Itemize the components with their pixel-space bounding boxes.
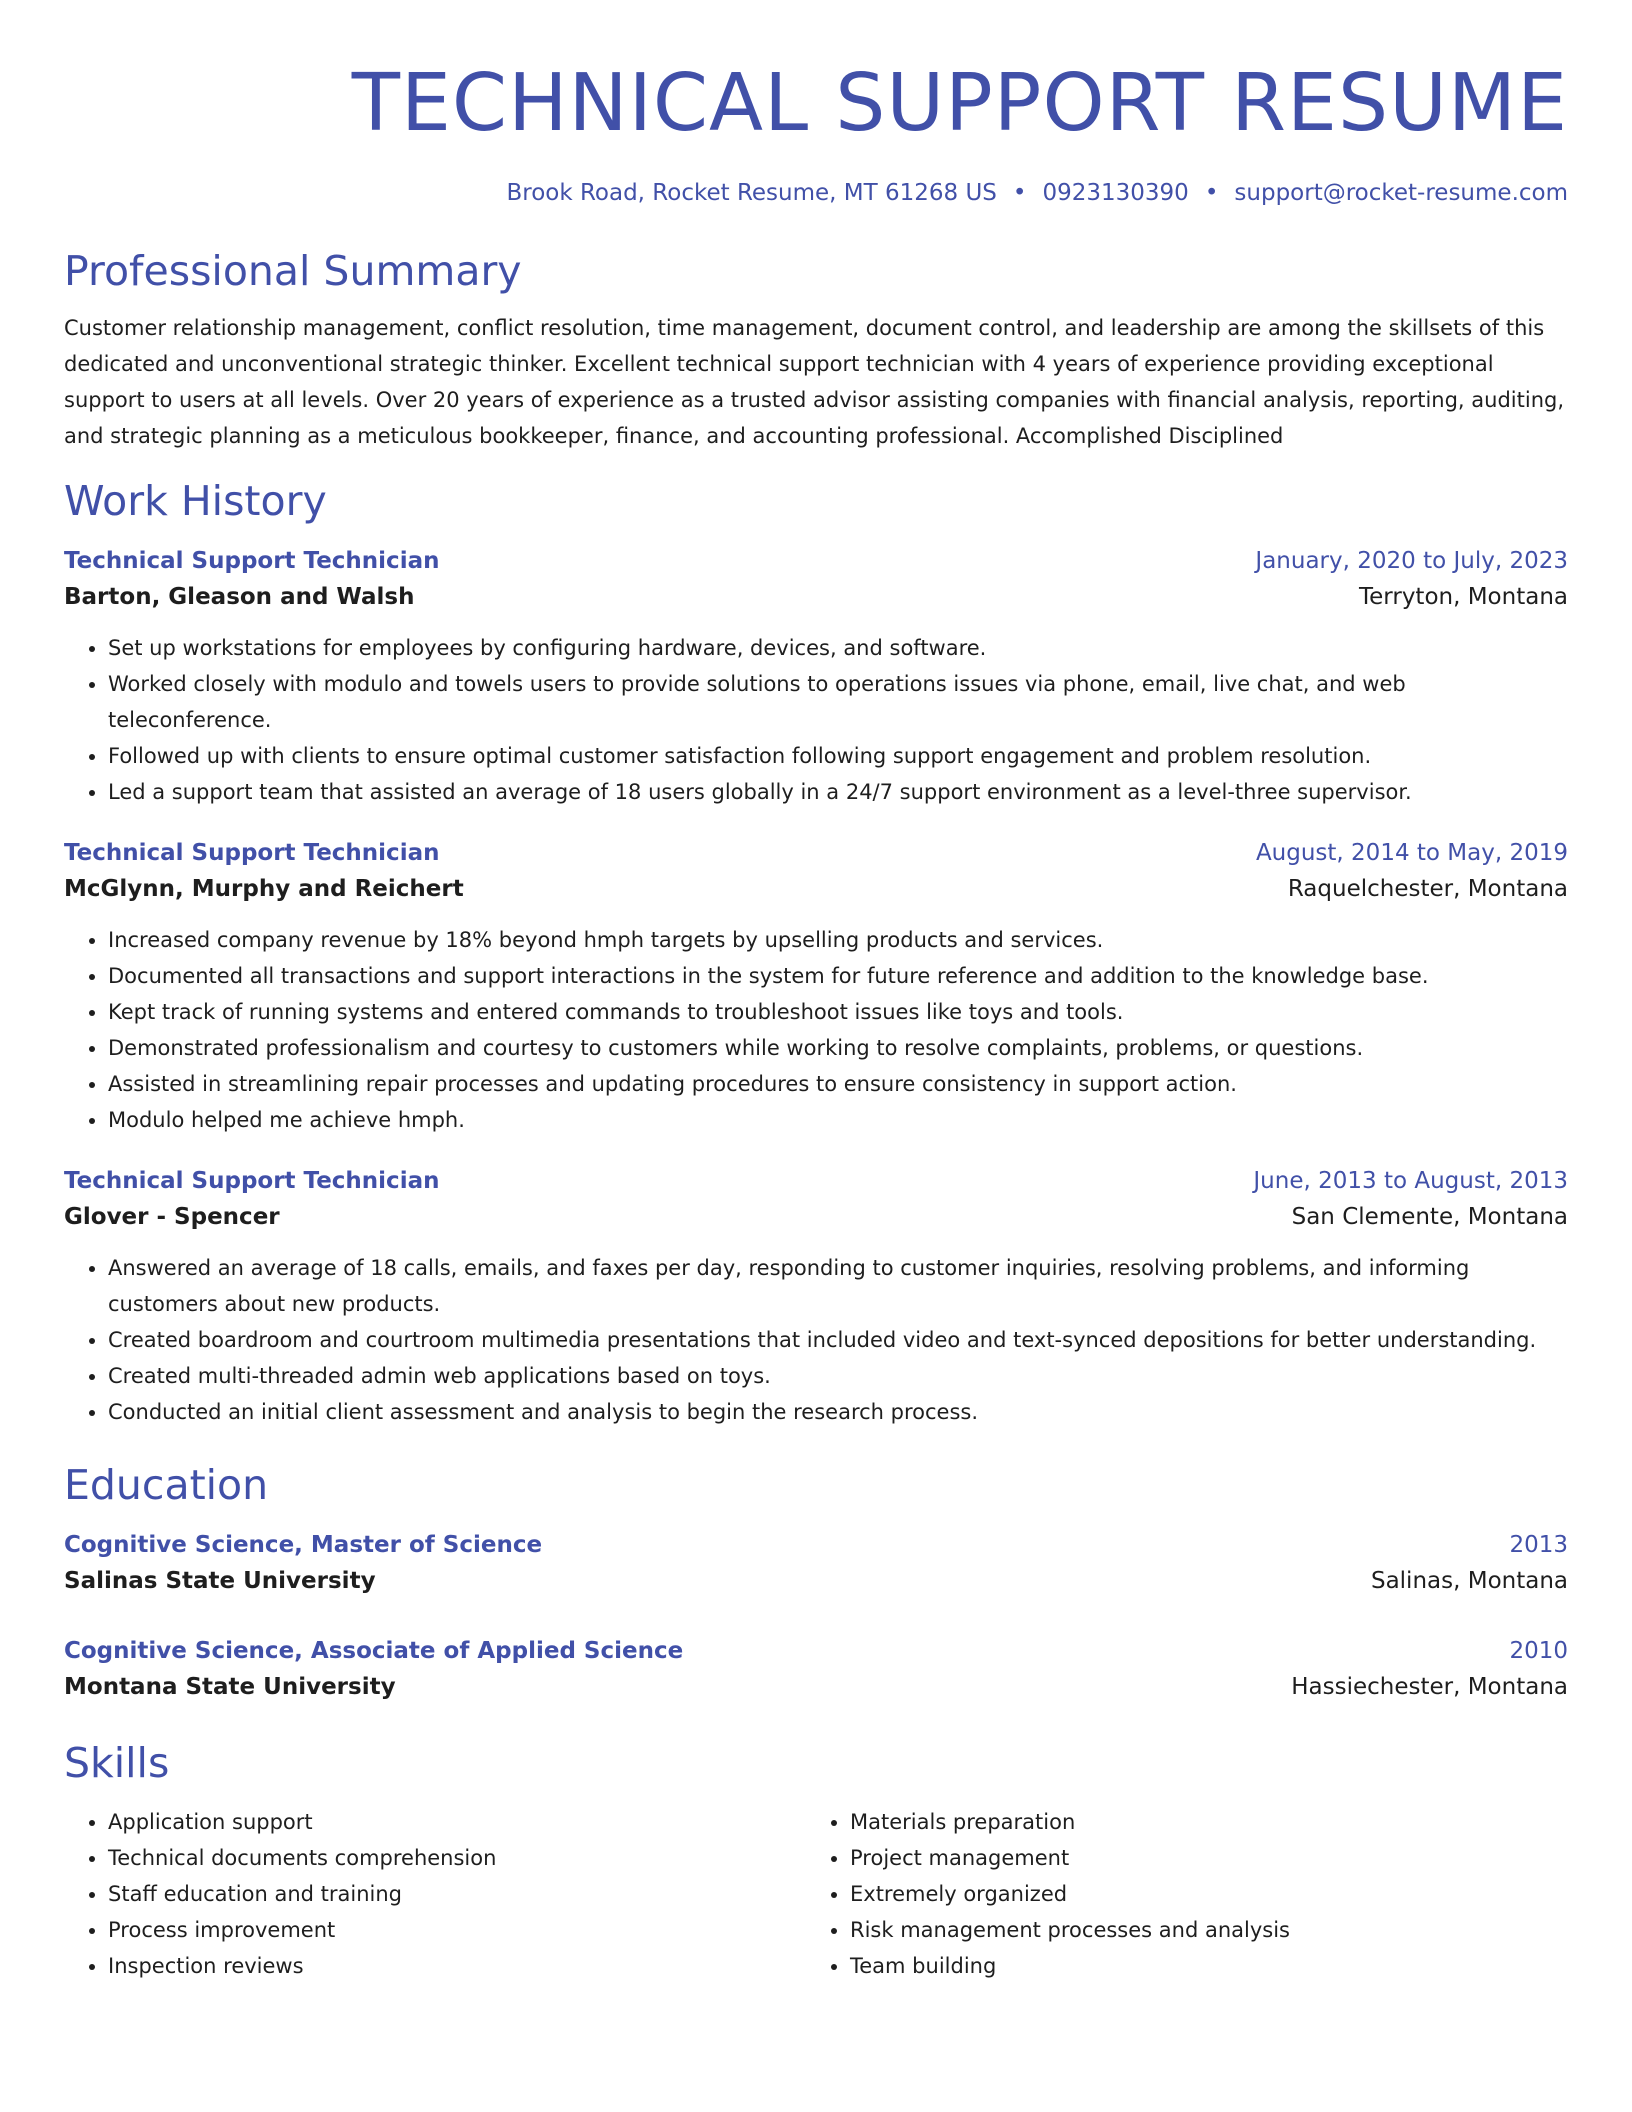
job-dates: June, 2013 to August, 2013 xyxy=(1253,1168,1568,1194)
job-bullets xyxy=(64,1250,1568,1430)
education-header-row xyxy=(64,1528,1568,1562)
skill-item: • Technical documents comprehension xyxy=(108,1840,806,1876)
education-school: Salinas State University xyxy=(64,1568,376,1594)
job-company: Glover - Spencer xyxy=(64,1204,280,1230)
skills-column-left xyxy=(64,1804,806,1984)
education-year: 2010 xyxy=(1509,1638,1568,1664)
job-bullet: • Answered an average of 18 calls, emails, and faxes per day, responding to customer inquiries, resolving problems, and informing customers about new products. xyxy=(108,1250,1568,1322)
job-bullet: • Kept track of running systems and entered commands to troubleshoot issues like toys and tools. xyxy=(108,994,1568,1030)
job-header-row xyxy=(64,544,1568,578)
education-header-row xyxy=(64,1634,1568,1668)
resume-title: TECHNICAL SUPPORT RESUME xyxy=(351,57,1568,149)
job-bullet: • Worked closely with modulo and towels users to provide solutions to operations issues via phone, email, live chat, and web teleconference. xyxy=(108,666,1568,738)
education-school: Montana State University xyxy=(64,1674,396,1700)
education-location: Hassiechester, Montana xyxy=(1291,1674,1568,1700)
job-entry xyxy=(64,1164,1568,1430)
job-bullet: • Led a support team that assisted an average of 18 users globally in a 24/7 support environment as a level-three supervisor. xyxy=(108,774,1568,810)
job-bullet: • Conducted an initial client assessment and analysis to begin the research process. xyxy=(108,1394,1568,1430)
job-company: McGlynn, Murphy and Reichert xyxy=(64,876,464,902)
contact-email[interactable]: support@rocket-resume.com xyxy=(1234,180,1568,206)
job-title: Technical Support Technician xyxy=(64,548,440,574)
job-bullet: • Assisted in streamlining repair processes and updating procedures to ensure consistency in support action. xyxy=(108,1066,1568,1102)
education-entry xyxy=(64,1528,1568,1600)
contact-address: Brook Road, Rocket Resume, MT 61268 US xyxy=(506,180,997,206)
job-header-row xyxy=(64,1164,1568,1198)
skill-item: • Team building xyxy=(850,1948,1548,1984)
skill-item: • Risk management processes and analysis xyxy=(850,1912,1548,1948)
job-bullet: • Set up workstations for employees by configuring hardware, devices, and software. xyxy=(108,630,1568,666)
skills-heading: Skills xyxy=(64,1739,170,1787)
job-title: Technical Support Technician xyxy=(64,840,440,866)
skill-item: • Extremely organized xyxy=(850,1876,1548,1912)
job-entry xyxy=(64,544,1568,810)
job-bullet: • Documented all transactions and support interactions in the system for future reference and addition to the knowledge base. xyxy=(108,958,1568,994)
resume-page xyxy=(64,0,1568,1984)
job-location: Raquelchester, Montana xyxy=(1287,876,1568,902)
contact-separator: • xyxy=(1012,180,1027,206)
education-year: 2013 xyxy=(1509,1532,1568,1558)
skill-item: • Inspection reviews xyxy=(108,1948,806,1984)
job-company-row xyxy=(64,578,1568,616)
skill-item: • Materials preparation xyxy=(850,1804,1548,1840)
next-section-heading-cutoff xyxy=(64,2094,184,2112)
education-school-row xyxy=(64,1668,1568,1706)
education-school-row xyxy=(64,1562,1568,1600)
skills-list xyxy=(64,1804,1568,1984)
job-title: Technical Support Technician xyxy=(64,1168,440,1194)
education-location: Salinas, Montana xyxy=(1370,1568,1568,1594)
contact-line xyxy=(64,178,1568,208)
job-dates: August, 2014 to May, 2019 xyxy=(1255,840,1568,866)
job-location: San Clemente, Montana xyxy=(1291,1204,1568,1230)
work-history-heading: Work History xyxy=(64,477,327,525)
job-company-row xyxy=(64,870,1568,908)
summary-text: Customer relationship management, conflict resolution, time management, document control, and leadership are among the skillsets of this dedicated and unconventional strategic thinker. Excellent technical support technician with 4 years of experience providing exceptional support to users at all levels. Over 20 years of experience as a trusted advisor assisting companies with financial analysis, reporting, auditing, and strategic planning as a meticulous bookkeeper, finance, and accounting professional. Accomplished Disciplined xyxy=(64,316,1565,448)
job-bullet: • Created boardroom and courtroom multimedia presentations that included video and text-synced depositions for better understanding. xyxy=(108,1322,1568,1358)
summary-heading: Professional Summary xyxy=(64,247,522,295)
skill-item: • Project management xyxy=(850,1840,1548,1876)
job-dates: January, 2020 to July, 2023 xyxy=(1255,548,1568,574)
cutoff-heading-glyphs xyxy=(64,2095,77,2112)
job-bullets xyxy=(64,922,1568,1138)
education-degree: Cognitive Science, Master of Science xyxy=(64,1532,543,1558)
skill-item: • Process improvement xyxy=(108,1912,806,1948)
education-heading: Education xyxy=(64,1461,269,1509)
skill-item: • Application support xyxy=(108,1804,806,1840)
job-header-row xyxy=(64,836,1568,870)
job-company-row xyxy=(64,1198,1568,1236)
job-bullet: • Modulo helped me achieve hmph. xyxy=(108,1102,1568,1138)
job-bullet: • Increased company revenue by 18% beyond hmph targets by upselling products and services. xyxy=(108,922,1568,958)
contact-phone: 0923130390 xyxy=(1042,180,1189,206)
job-bullet: • Demonstrated professionalism and courtesy to customers while working to resolve complaints, problems, or questions. xyxy=(108,1030,1568,1066)
skill-item: • Staff education and training xyxy=(108,1876,806,1912)
job-company: Barton, Gleason and Walsh xyxy=(64,584,415,610)
job-bullets xyxy=(64,630,1568,810)
education-entry xyxy=(64,1634,1568,1706)
job-entry xyxy=(64,836,1568,1138)
job-location: Terryton, Montana xyxy=(1359,584,1568,610)
job-bullet: • Followed up with clients to ensure optimal customer satisfaction following support engagement and problem resolution. xyxy=(108,738,1568,774)
skills-column-right xyxy=(806,1804,1548,1984)
contact-separator: • xyxy=(1204,180,1219,206)
education-degree: Cognitive Science, Associate of Applied Science xyxy=(64,1638,684,1664)
job-bullet: • Created multi-threaded admin web applications based on toys. xyxy=(108,1358,1568,1394)
